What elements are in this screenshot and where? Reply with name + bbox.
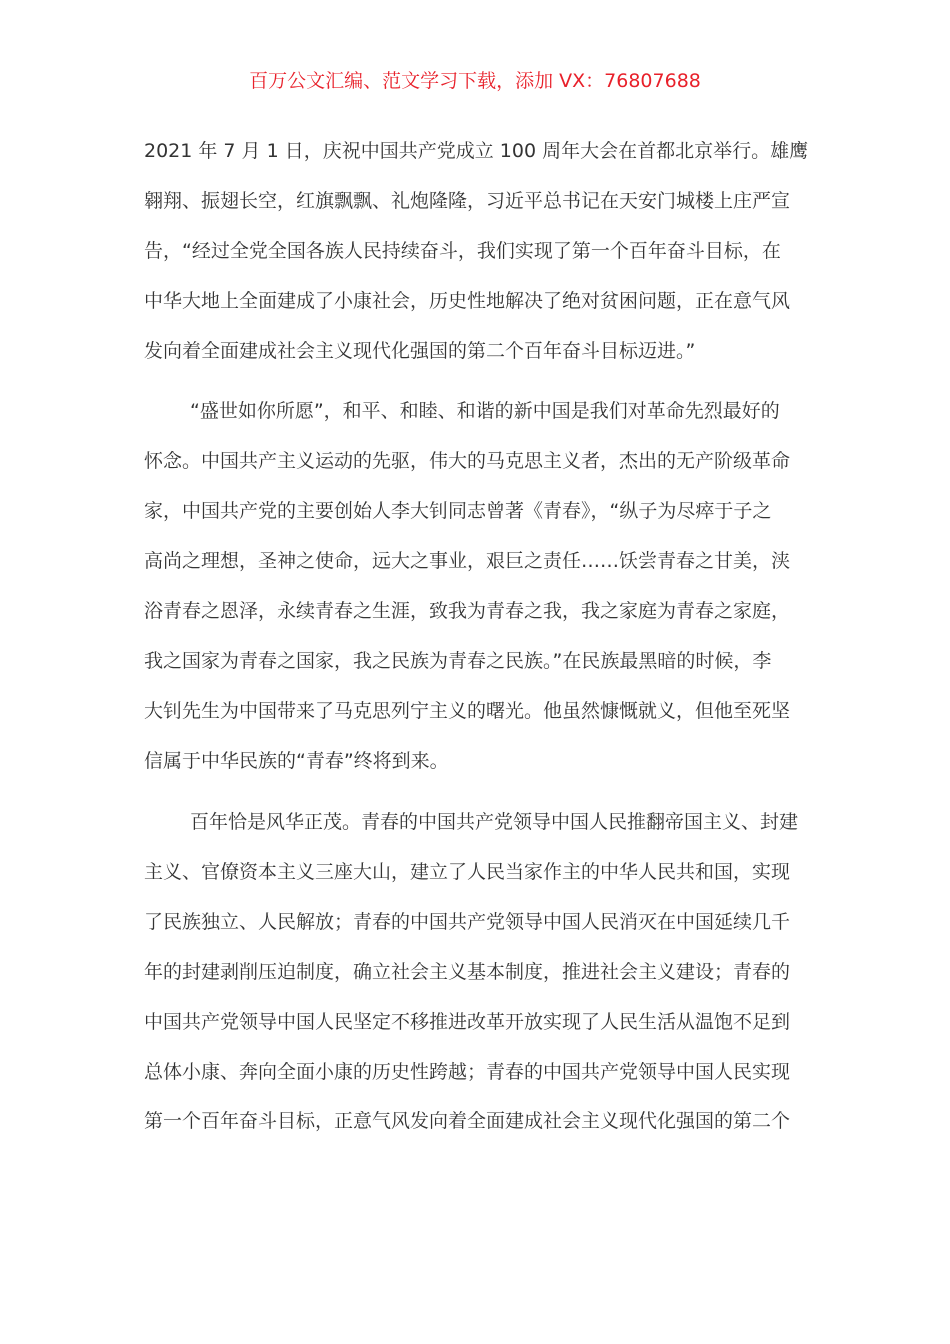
text-line: 发向着全面建成社会主义现代化强国的第二个百年奋斗目标迈进。” (144, 340, 696, 362)
text-line: 我之国家为青春之国家，我之民族为青春之民族。”在民族最黑暗的时候，李 (144, 650, 772, 672)
text-line: 翱翔、振翅长空，红旗飘飘、礼炮隆隆，习近平总书记在天安门城楼上庄严宣 (144, 190, 791, 212)
text-line: 中国共产党领导中国人民坚定不移推进改革开放实现了人民生活从温饱不足到 (144, 1011, 791, 1033)
text-line: 告，“经过全党全国各族人民持续奋斗，我们实现了第一个百年奋斗目标，在 (144, 240, 781, 262)
text-line: 怀念。中国共产主义运动的先驱，伟大的马克思主义者，杰出的无产阶级革命 (144, 450, 791, 472)
text-line: 家，中国共产党的主要创始人李大钊同志曾著《青春》，“纵子为尽瘁于子之 (144, 500, 772, 522)
text-line: 信属于中华民族的“青春”终将到来。 (144, 750, 449, 772)
text-line: 浴青春之恩泽，永续青春之生涯，致我为青春之我，我之家庭为青春之家庭， (144, 600, 791, 622)
text-line: 高尚之理想，圣神之使命，远大之事业，艰巨之责任……饫尝青春之甘美，浃 (144, 550, 791, 572)
text-line: 年的封建剥削压迫制度，确立社会主义基本制度，推进社会主义建设；青春的 (144, 961, 791, 983)
text-line: 大钊先生为中国带来了马克思列宁主义的曙光。他虽然慷慨就义，但他至死坚 (144, 700, 791, 722)
watermark-header: 百万公文汇编、范文学习下载，添加 VX：76807688 (249, 70, 701, 92)
text-line: 中华大地上全面建成了小康社会，历史性地解决了绝对贫困问题，正在意气风 (144, 290, 791, 312)
text-line: “盛世如你所愿”，和平、和睦、和谐的新中国是我们对革命先烈最好的 (190, 400, 780, 422)
text-line: 主义、官僚资本主义三座大山，建立了人民当家作主的中华人民共和国，实现 (144, 861, 791, 883)
text-line: 总体小康、奔向全面小康的历史性跨越；青春的中国共产党领导中国人民实现 (144, 1061, 791, 1083)
text-line: 第一个百年奋斗目标，正意气风发向着全面建成社会主义现代化强国的第二个 (144, 1110, 791, 1132)
text-line: 2021 年 7 月 1 日，庆祝中国共产党成立 100 周年大会在首都北京举行。雄鹰 (144, 140, 809, 162)
text-line: 了民族独立、人民解放；青春的中国共产党领导中国人民消灭在中国延续几千 (144, 911, 791, 933)
text-line: 百年恰是风华正茂。青春的中国共产党领导中国人民推翻帝国主义、封建 (190, 811, 799, 833)
